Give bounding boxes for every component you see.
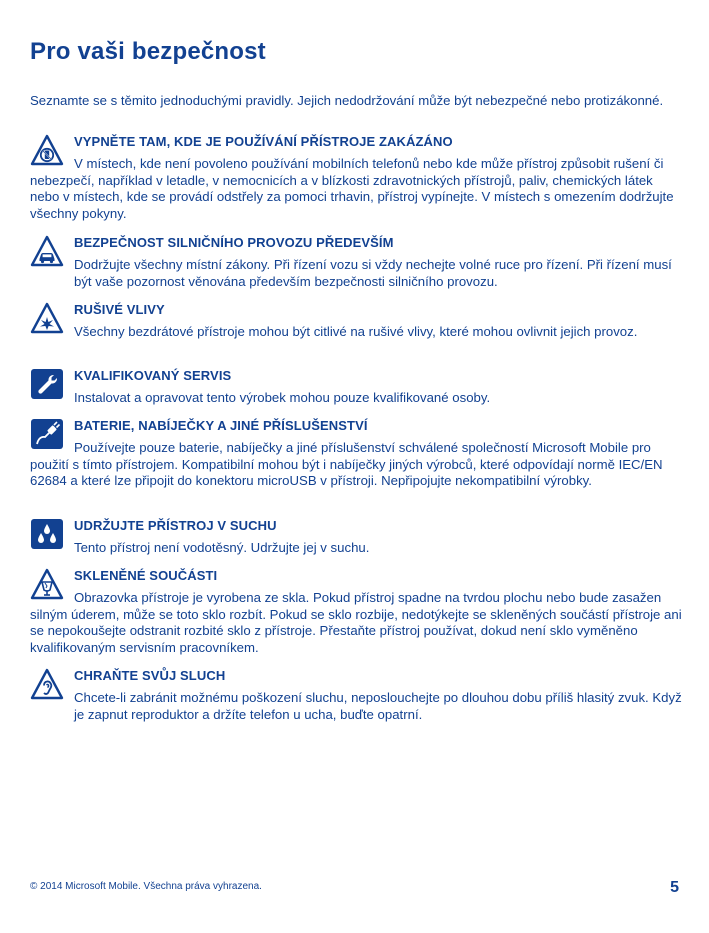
phone-prohibited-icon	[30, 134, 64, 166]
section-title: BEZPEČNOST SILNIČNÍHO PROVOZU PŘEDEVŠÍM	[74, 235, 394, 250]
section-title: VYPNĚTE TAM, KDE JE POUŽÍVÁNÍ PŘÍSTROJE ZAKÁZÁNO	[74, 134, 453, 149]
section-title: SKLENĚNÉ SOUČÁSTI	[74, 568, 218, 583]
section-body: Všechny bezdrátové přístroje mohou být citlivé na rušivé vlivy, které mohou ovlivnit jejich provoz.	[74, 324, 638, 339]
section-title: RUŠIVÉ VLIVY	[74, 302, 165, 317]
section-body: V místech, kde není povoleno používání mobilních telefonů nebo kde může přístroj způsobit rušení či nebezpečí, například v letadle, v nemocnicích a v blízkosti zdravotnických přístrojů, paliv, chemických látek nebo v místech, kde se provádí odstřely za pomoci trhavin, přístroj vypínejte. V místech s omezením dodržujte všechny pokyny.	[30, 156, 674, 222]
safety-section-glass	[30, 568, 682, 657]
section-body: Obrazovka přístroje je vyrobena ze skla. Pokud přístroj spadne na tvrdou plochu nebo bude zasažen silným úderem, může se toto sklo rozbít. Pokud se sklo rozbije, nedotýkejte se skleněných součástí přístroje ani se nepokoušejte odstranit rozbité sklo z přístroje. Přestaňte přístroj používat, dokud není sklo vyměněno kvalifikovaným servisním pracovníkem.	[30, 590, 682, 656]
section-title: BATERIE, NABÍJEČKY A JINÉ PŘÍSLUŠENSTVÍ	[74, 418, 368, 433]
safety-section-accessories	[30, 418, 682, 490]
car-warning-icon	[30, 235, 64, 267]
section-body: Dodržujte všechny místní zákony. Při řízení vozu si vždy nechejte volné ruce pro řízení. Při řízení musí být vaše pozornost věnována především bezpečnosti silničního provozu.	[74, 257, 672, 289]
section-body: Tento přístroj není vodotěsný. Udržujte jej v suchu.	[74, 540, 370, 555]
water-drops-icon	[30, 518, 64, 550]
section-body: Chcete-li zabránit možnému poškození sluchu, neposlouchejte po dlouhou dobu příliš hlasitý zvuk. Když je zapnut reproduktor a držíte telefon u ucha, buďte opatrní.	[74, 690, 682, 722]
broken-glass-warning-icon	[30, 568, 64, 600]
section-title: CHRAŇTE SVŮJ SLUCH	[74, 668, 226, 683]
safety-section-water	[30, 518, 682, 557]
section-title: UDRŽUJTE PŘÍSTROJ V SUCHU	[74, 518, 277, 533]
ear-warning-icon	[30, 668, 64, 700]
safety-section-hearing	[30, 668, 682, 723]
interference-warning-icon	[30, 302, 64, 334]
page-title: Pro vaši bezpečnost	[30, 38, 266, 65]
safety-section-road	[30, 235, 682, 290]
charger-plug-icon	[30, 418, 64, 450]
page-number: 5	[670, 879, 679, 896]
intro-text: Seznamte se s těmito jednoduchými pravidly. Jejich nedodržování může být nebezpečné nebo protizákonné.	[30, 93, 664, 108]
section-body: Používejte pouze baterie, nabíječky a jiné příslušenství schválené společností Microsoft Mobile pro použití s tímto přístrojem. Kompatibilní mohou být i nabíječky jiných výrobců, které odpovídají normě IEC/EN 62684 a které lze připojit do konektoru microUSB v přístroji. Nepřipojujte nekompatibilní výrobky.	[30, 440, 663, 489]
section-body: Instalovat a opravovat tento výrobek mohou pouze kvalifikované osoby.	[74, 390, 491, 405]
safety-section-interference	[30, 302, 682, 341]
safety-section-service	[30, 368, 682, 407]
section-title: KVALIFIKOVANÝ SERVIS	[74, 368, 232, 383]
copyright-footer: © 2014 Microsoft Mobile. Všechna práva vyhrazena.	[30, 881, 262, 892]
safety-section-prohibited	[30, 134, 682, 223]
wrench-icon	[30, 368, 64, 400]
